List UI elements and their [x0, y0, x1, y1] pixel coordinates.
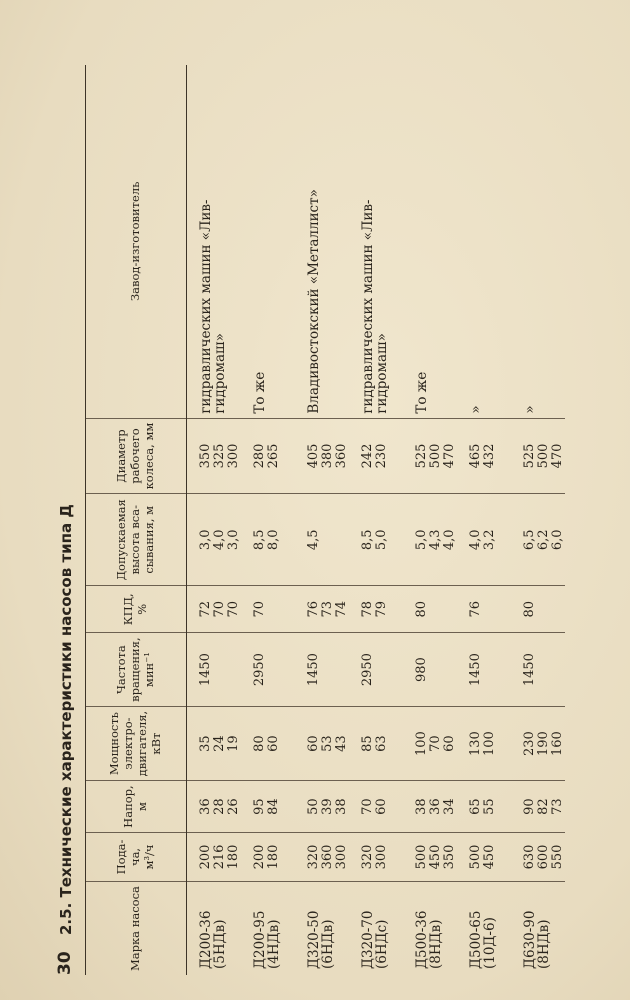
cell-head-line: 65 — [468, 798, 483, 815]
cell-diameter-line: 500 — [428, 443, 443, 469]
cell-efficiency-line: 78 — [360, 601, 375, 618]
cell-power-line: 19 — [226, 735, 241, 752]
cell-diameter-line: 350 — [198, 443, 213, 469]
table-body — [187, 65, 566, 975]
cell-power-line: 230 — [522, 731, 537, 756]
cell-power — [403, 706, 457, 781]
cell-suction-line: 4,0 — [442, 529, 457, 551]
cell-efficiency-line: 74 — [334, 601, 349, 618]
header-diameter — [86, 418, 187, 494]
cell-mark-line: Д200-36 — [198, 910, 214, 969]
cell-flow-line: 200 — [198, 844, 213, 870]
header-line: сывания, м — [141, 505, 156, 574]
cell-power-line: 100 — [414, 731, 429, 756]
cell-speed — [241, 633, 295, 706]
cell-suction-line: 6,0 — [550, 529, 565, 551]
cell-head — [187, 781, 242, 833]
cell-power-line: 160 — [550, 731, 565, 756]
header-line: ча, — [128, 847, 143, 867]
cell-flow-line: 350 — [442, 844, 457, 870]
cell-maker-line: гидромаш» — [212, 333, 228, 414]
cell-maker — [511, 65, 565, 418]
cell-suction — [403, 494, 457, 586]
cell-mark — [511, 882, 565, 975]
header-line: кВт — [148, 732, 163, 755]
cell-power-line: 130 — [468, 731, 483, 756]
cell-flow-line: 300 — [334, 844, 349, 870]
cell-flow — [511, 832, 565, 881]
cell-diameter-line: 432 — [482, 443, 497, 469]
cell-diameter — [457, 418, 511, 494]
table-row — [457, 65, 511, 975]
header-line: двигателя, — [135, 710, 149, 777]
cell-power-line: 60 — [306, 735, 321, 752]
cell-flow-line: 320 — [306, 844, 321, 870]
cell-speed — [457, 633, 511, 706]
cell-efficiency — [403, 586, 457, 633]
cell-efficiency-line: 80 — [414, 601, 429, 618]
cell-efficiency-line: 70 — [212, 601, 227, 618]
table-row — [403, 65, 457, 975]
cell-maker-line: гидромаш» — [374, 333, 390, 414]
rotated-content — [55, 55, 615, 975]
cell-suction-line: 4,3 — [428, 529, 443, 551]
cell-head-line: 28 — [212, 798, 227, 815]
cell-diameter-line: 360 — [334, 443, 349, 469]
cell-diameter — [241, 418, 295, 494]
cell-head-line: 34 — [442, 798, 457, 815]
cell-maker-line: » — [468, 405, 484, 414]
header-line: Мощность — [107, 712, 122, 776]
cell-speed — [349, 633, 403, 706]
cell-power-line: 80 — [252, 735, 267, 752]
cell-power-line: 60 — [266, 735, 281, 752]
cell-power-line: 35 — [198, 735, 213, 752]
cell-flow — [457, 832, 511, 881]
cell-flow-line: 180 — [226, 844, 241, 870]
cell-suction-line: 4,5 — [306, 529, 321, 551]
cell-power-line: 43 — [334, 735, 349, 752]
cell-power-line: 85 — [360, 735, 375, 752]
cell-flow — [403, 832, 457, 881]
cell-suction-line: 4,0 — [468, 529, 483, 551]
cell-maker — [349, 65, 403, 418]
cell-speed-line: 2950 — [252, 653, 267, 687]
cell-head-line: 55 — [482, 798, 497, 815]
cell-power-line: 24 — [212, 735, 227, 752]
cell-suction-line: 4,0 — [212, 529, 227, 551]
header-line: электро- — [121, 717, 136, 770]
cell-flow-line: 630 — [522, 844, 537, 870]
cell-diameter-line: 265 — [266, 443, 281, 469]
cell-suction — [349, 494, 403, 586]
cell-maker-line: То же — [252, 371, 268, 414]
cell-suction-line: 6,2 — [536, 529, 551, 551]
cell-mark — [241, 882, 295, 975]
cell-efficiency-line: 73 — [320, 601, 335, 618]
page-number: 30 — [55, 951, 75, 975]
cell-speed — [187, 633, 242, 706]
cell-power-line: 53 — [320, 735, 335, 752]
header-line: Напор, — [121, 785, 136, 828]
cell-diameter-line: 465 — [468, 443, 483, 469]
cell-flow-line: 450 — [428, 844, 443, 870]
header-line: Пода- — [114, 839, 129, 875]
header-line: колеса, мм — [141, 422, 156, 490]
header-line: Допускаемая — [114, 499, 129, 581]
header-line: Диаметр — [114, 429, 129, 483]
header-line: м³/ч — [141, 844, 156, 870]
cell-maker-line: гидравлических машин «Лив- — [198, 199, 214, 414]
cell-diameter-line: 500 — [536, 443, 551, 469]
cell-head-line: 82 — [536, 798, 551, 815]
cell-speed-line: 980 — [414, 657, 429, 683]
cell-efficiency-line: 76 — [306, 601, 321, 618]
table-row — [295, 65, 349, 975]
cell-head-line: 70 — [360, 798, 375, 815]
cell-suction-line: 5,0 — [414, 529, 429, 551]
cell-suction-line: 5,0 — [374, 529, 389, 551]
cell-maker — [403, 65, 457, 418]
cell-mark — [457, 882, 511, 975]
cell-maker — [457, 65, 511, 418]
cell-flow — [241, 832, 295, 881]
cell-suction-line: 8,5 — [252, 529, 267, 551]
cell-power — [187, 706, 242, 781]
cell-power-line: 63 — [374, 735, 389, 752]
cell-diameter-line: 470 — [442, 443, 457, 469]
header-maker: Завод-изготовитель — [86, 65, 187, 418]
cell-efficiency — [457, 586, 511, 633]
cell-head-line: 60 — [374, 798, 389, 815]
cell-mark-line: (8НДв) — [428, 919, 444, 969]
cell-mark-line: (6НДв) — [320, 919, 336, 969]
cell-head — [457, 781, 511, 833]
cell-head-line: 36 — [198, 798, 213, 815]
pump-spec-table — [85, 65, 565, 975]
cell-mark — [349, 882, 403, 975]
table-row — [511, 65, 565, 975]
cell-suction — [457, 494, 511, 586]
cell-diameter-line: 300 — [226, 443, 241, 469]
cell-speed-line: 1450 — [198, 653, 213, 687]
cell-efficiency-line: 72 — [198, 601, 213, 618]
cell-power-line: 190 — [536, 731, 551, 756]
cell-efficiency — [349, 586, 403, 633]
cell-efficiency-line: 70 — [252, 601, 267, 618]
cell-mark — [403, 882, 457, 975]
cell-speed-line: 2950 — [360, 653, 375, 687]
cell-mark-line: (10Д-6) — [482, 917, 498, 969]
cell-power — [241, 706, 295, 781]
cell-efficiency — [295, 586, 349, 633]
header-line: КПД, — [121, 593, 136, 626]
cell-power-line: 100 — [482, 731, 497, 756]
header-row — [86, 65, 187, 975]
header-suction — [86, 494, 187, 586]
cell-diameter — [187, 418, 242, 494]
cell-diameter-line: 242 — [360, 443, 375, 469]
cell-mark-line: Д500-36 — [414, 910, 430, 969]
cell-flow-line: 360 — [320, 844, 335, 870]
cell-flow-line: 500 — [468, 844, 483, 870]
cell-flow-line: 500 — [414, 844, 429, 870]
cell-mark-line: (8НДв) — [536, 919, 552, 969]
cell-speed — [295, 633, 349, 706]
cell-flow-line: 200 — [252, 844, 267, 870]
cell-suction — [511, 494, 565, 586]
header-line: вращения, — [128, 637, 143, 702]
cell-head-line: 84 — [266, 798, 281, 815]
cell-speed-line: 1450 — [468, 653, 483, 687]
cell-efficiency-line: 80 — [522, 601, 537, 618]
header-efficiency — [86, 586, 187, 633]
cell-maker — [187, 65, 242, 418]
cell-speed-line: 1450 — [522, 653, 537, 687]
header-line: высота вса- — [128, 505, 143, 575]
cell-power — [511, 706, 565, 781]
header-line: мин⁻¹ — [141, 652, 156, 688]
cell-suction — [187, 494, 242, 586]
cell-flow-line: 180 — [266, 844, 281, 870]
cell-diameter — [511, 418, 565, 494]
cell-flow-line: 450 — [482, 844, 497, 870]
cell-power-line: 70 — [428, 735, 443, 752]
cell-mark-line: Д320-70 — [360, 910, 376, 969]
cell-diameter-line: 525 — [522, 443, 537, 469]
cell-flow-line: 320 — [360, 844, 375, 870]
cell-power — [295, 706, 349, 781]
cell-diameter-line: 405 — [306, 443, 321, 469]
cell-maker — [241, 65, 295, 418]
cell-head-line: 36 — [428, 798, 443, 815]
cell-head-line: 73 — [550, 798, 565, 815]
cell-flow — [187, 832, 242, 881]
cell-suction-line: 3,0 — [198, 529, 213, 551]
header-head — [86, 781, 187, 833]
cell-suction — [241, 494, 295, 586]
cell-speed — [511, 633, 565, 706]
cell-maker-line: То же — [414, 371, 430, 414]
cell-flow-line: 216 — [212, 844, 227, 870]
cell-head-line: 50 — [306, 798, 321, 815]
cell-efficiency — [241, 586, 295, 633]
cell-head-line: 38 — [334, 798, 349, 815]
cell-head — [295, 781, 349, 833]
cell-maker-line: » — [522, 405, 538, 414]
cell-head — [241, 781, 295, 833]
header-line: м — [135, 802, 149, 812]
cell-mark-line: (4НДв) — [266, 919, 282, 969]
cell-suction — [295, 494, 349, 586]
cell-head-line: 38 — [414, 798, 429, 815]
table-row — [349, 65, 403, 975]
cell-maker — [295, 65, 349, 418]
cell-mark — [187, 882, 242, 975]
cell-speed — [403, 633, 457, 706]
cell-mark-line: Д500-65 — [468, 910, 484, 969]
cell-head-line: 26 — [226, 798, 241, 815]
cell-flow — [349, 832, 403, 881]
table-title: 2.5. Технические характеристики насосов типа Д — [57, 504, 75, 935]
cell-suction-line: 3,2 — [482, 529, 497, 551]
cell-mark-line: (5НДв) — [212, 919, 228, 969]
cell-speed-line: 1450 — [306, 653, 321, 687]
cell-mark-line: Д630-90 — [522, 910, 538, 969]
cell-flow-line: 600 — [536, 844, 551, 870]
cell-mark-line: Д320-50 — [306, 910, 322, 969]
cell-diameter-line: 380 — [320, 443, 335, 469]
cell-maker-line: гидравлических машин «Лив- — [360, 199, 376, 414]
cell-suction-line: 8,0 — [266, 529, 281, 551]
cell-head-line: 90 — [522, 798, 537, 815]
header-line: % — [135, 603, 149, 615]
cell-diameter — [403, 418, 457, 494]
cell-suction-line: 6,5 — [522, 529, 537, 551]
cell-diameter-line: 325 — [212, 443, 227, 469]
header-line: рабочего — [128, 428, 143, 484]
cell-mark-line: Д200-95 — [252, 910, 268, 969]
cell-mark-line: (6НДс) — [374, 919, 390, 969]
cell-efficiency — [511, 586, 565, 633]
header-mark: Марка насоса — [86, 882, 187, 975]
header-flow — [86, 832, 187, 881]
cell-suction-line: 8,5 — [360, 529, 375, 551]
cell-power — [457, 706, 511, 781]
header-speed — [86, 633, 187, 706]
cell-diameter-line: 230 — [374, 443, 389, 469]
cell-maker-line: Владивостокский «Металлист» — [306, 189, 322, 414]
cell-diameter — [349, 418, 403, 494]
cell-suction-line: 3,0 — [226, 529, 241, 551]
header-line: Частота — [114, 645, 129, 694]
table-row — [241, 65, 295, 975]
cell-power — [349, 706, 403, 781]
cell-diameter-line: 470 — [550, 443, 565, 469]
cell-diameter — [295, 418, 349, 494]
cell-diameter-line: 280 — [252, 443, 267, 469]
cell-head — [403, 781, 457, 833]
cell-head — [349, 781, 403, 833]
table-row — [187, 65, 242, 975]
cell-efficiency — [187, 586, 242, 633]
cell-flow-line: 550 — [550, 844, 565, 870]
cell-diameter-line: 525 — [414, 443, 429, 469]
cell-efficiency-line: 70 — [226, 601, 241, 618]
cell-head — [511, 781, 565, 833]
header-power — [86, 706, 187, 781]
cell-flow — [295, 832, 349, 881]
cell-mark — [295, 882, 349, 975]
cell-head-line: 95 — [252, 798, 267, 815]
cell-power-line: 60 — [442, 735, 457, 752]
cell-efficiency-line: 76 — [468, 601, 483, 618]
cell-flow-line: 300 — [374, 844, 389, 870]
cell-head-line: 39 — [320, 798, 335, 815]
cell-efficiency-line: 79 — [374, 601, 389, 618]
